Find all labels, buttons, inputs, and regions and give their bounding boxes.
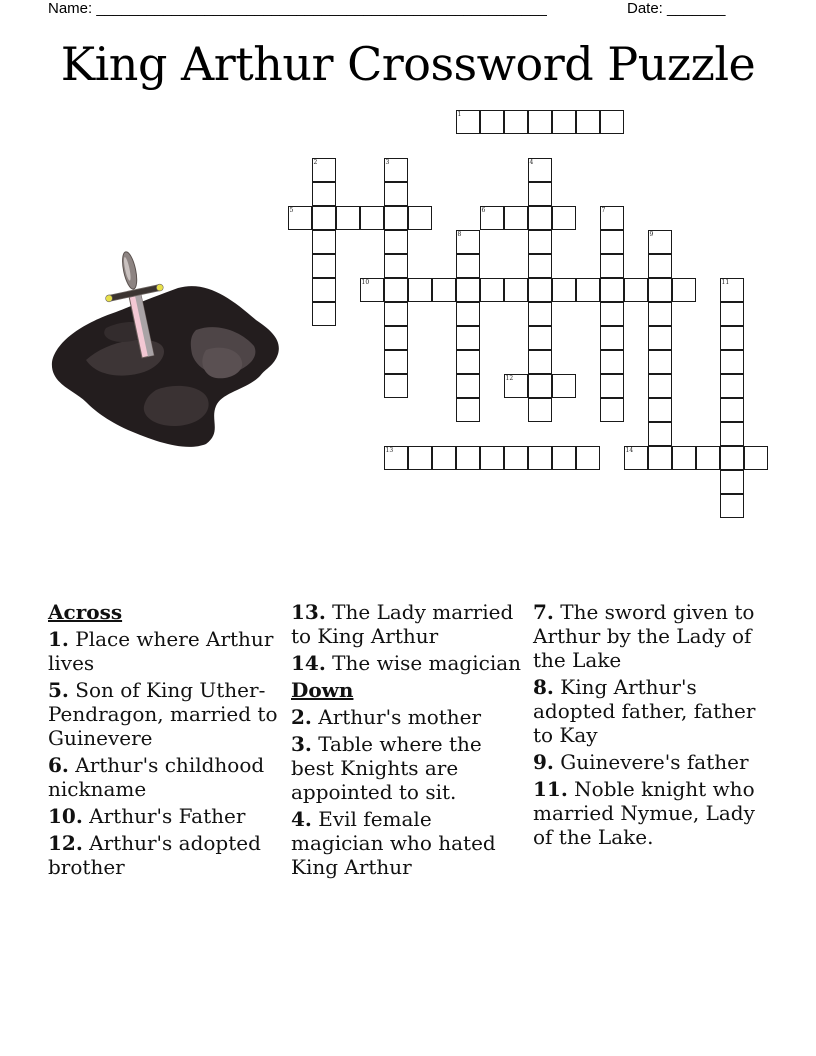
- grid-cell[interactable]: [432, 446, 456, 470]
- grid-cell[interactable]: [408, 206, 432, 230]
- grid-cell[interactable]: [600, 398, 624, 422]
- cell-number: 13: [385, 446, 394, 454]
- grid-cell[interactable]: [480, 278, 504, 302]
- grid-cell[interactable]: [720, 350, 744, 374]
- across-heading: Across: [48, 600, 123, 624]
- clue-number: 14.: [291, 651, 326, 675]
- grid-cell[interactable]: [648, 326, 672, 350]
- grid-cell[interactable]: [720, 374, 744, 398]
- grid-cell[interactable]: [456, 398, 480, 422]
- grid-cell[interactable]: [672, 278, 696, 302]
- grid-cell[interactable]: [552, 110, 576, 134]
- clue-number: 11.: [533, 777, 568, 801]
- clue-down-4: [291, 807, 527, 879]
- cell-number: 7: [601, 206, 606, 214]
- grid-cell[interactable]: [600, 254, 624, 278]
- cell-number: 11: [721, 278, 730, 286]
- sword-in-stone-icon: [46, 250, 284, 450]
- grid-cell[interactable]: [480, 206, 504, 230]
- cell-number: 14: [625, 446, 634, 454]
- grid-cell[interactable]: [504, 278, 528, 302]
- cell-number: 6: [481, 206, 486, 214]
- grid-cell[interactable]: [456, 374, 480, 398]
- grid-cell[interactable]: [456, 230, 480, 254]
- clue-text: Evil female magician who hated King Arthur: [291, 807, 496, 879]
- clue-text: Place where Arthur lives: [48, 627, 274, 675]
- clue-number: 4.: [291, 807, 312, 831]
- clue-across-5: [48, 678, 284, 750]
- clue-down-3: [291, 732, 527, 804]
- clue-across-12: [48, 831, 284, 879]
- grid-cell[interactable]: [384, 350, 408, 374]
- grid-cell[interactable]: [672, 446, 696, 470]
- grid-cell[interactable]: [408, 278, 432, 302]
- clue-across-6: [48, 753, 284, 801]
- clues-column-1: [48, 600, 284, 882]
- clue-text: King Arthur's adopted father, father to Kay: [533, 675, 756, 747]
- grid-cell[interactable]: [480, 110, 504, 134]
- grid-cell[interactable]: [528, 278, 552, 302]
- grid-cell[interactable]: [600, 374, 624, 398]
- clue-text: The wise magician: [332, 651, 522, 675]
- clue-text: Arthur's adopted brother: [48, 831, 261, 879]
- cell-number: 12: [505, 374, 514, 382]
- clue-number: 7.: [533, 600, 554, 624]
- grid-cell[interactable]: [648, 278, 672, 302]
- grid-cell[interactable]: [648, 374, 672, 398]
- grid-cell[interactable]: [552, 206, 576, 230]
- grid-cell[interactable]: [504, 374, 528, 398]
- grid-cell[interactable]: [648, 254, 672, 278]
- grid-cell[interactable]: [312, 158, 336, 182]
- grid-cell[interactable]: [600, 302, 624, 326]
- grid-cell[interactable]: [456, 446, 480, 470]
- clue-text: Noble knight who married Nymue, Lady of the Lake.: [533, 777, 755, 849]
- clue-number: 5.: [48, 678, 69, 702]
- grid-cell[interactable]: [576, 446, 600, 470]
- clues-column-2: [291, 600, 527, 882]
- grid-cell[interactable]: [648, 446, 672, 470]
- grid-cell[interactable]: [384, 206, 408, 230]
- date-field-label: Date: _______: [627, 0, 726, 17]
- grid-cell[interactable]: [504, 446, 528, 470]
- grid-cell[interactable]: [384, 446, 408, 470]
- grid-cell[interactable]: [648, 230, 672, 254]
- grid-cell[interactable]: [360, 206, 384, 230]
- grid-cell[interactable]: [720, 470, 744, 494]
- grid-cell[interactable]: [384, 302, 408, 326]
- cell-number: 2: [313, 158, 318, 166]
- grid-cell[interactable]: [720, 494, 744, 518]
- grid-cell[interactable]: [504, 110, 528, 134]
- grid-cell[interactable]: [312, 302, 336, 326]
- grid-cell[interactable]: [408, 446, 432, 470]
- clue-text: Guinevere's father: [560, 750, 749, 774]
- grid-cell[interactable]: [312, 254, 336, 278]
- grid-cell[interactable]: [312, 278, 336, 302]
- down-heading: Down: [291, 678, 354, 702]
- grid-cell[interactable]: [528, 230, 552, 254]
- cell-number: 1: [457, 110, 462, 118]
- grid-cell[interactable]: [288, 206, 312, 230]
- grid-cell[interactable]: [384, 374, 408, 398]
- grid-cell[interactable]: [456, 350, 480, 374]
- grid-cell[interactable]: [720, 446, 744, 470]
- clue-number: 1.: [48, 627, 69, 651]
- clue-across-13: [291, 600, 527, 648]
- grid-cell[interactable]: [336, 206, 360, 230]
- grid-cell[interactable]: [552, 278, 576, 302]
- cell-number: 8: [457, 230, 462, 238]
- grid-cell[interactable]: [384, 278, 408, 302]
- grid-cell[interactable]: [648, 398, 672, 422]
- grid-cell[interactable]: [744, 446, 768, 470]
- name-field-label: Name: ______________________________________________________: [48, 0, 547, 17]
- grid-cell[interactable]: [600, 278, 624, 302]
- grid-cell[interactable]: [696, 446, 720, 470]
- grid-cell[interactable]: [600, 206, 624, 230]
- grid-cell[interactable]: [456, 326, 480, 350]
- clue-down-8: [533, 675, 773, 747]
- grid-cell[interactable]: [720, 326, 744, 350]
- grid-cell[interactable]: [648, 350, 672, 374]
- grid-cell[interactable]: [528, 158, 552, 182]
- grid-cell[interactable]: [528, 446, 552, 470]
- grid-cell[interactable]: [528, 182, 552, 206]
- grid-cell[interactable]: [576, 110, 600, 134]
- grid-cell[interactable]: [312, 182, 336, 206]
- clue-text: Table where the best Knights are appointed to sit.: [291, 732, 482, 804]
- grid-cell[interactable]: [600, 350, 624, 374]
- clue-text: Arthur's childhood nickname: [48, 753, 265, 801]
- grid-cell[interactable]: [384, 326, 408, 350]
- grid-cell[interactable]: [600, 110, 624, 134]
- grid-cell[interactable]: [600, 230, 624, 254]
- grid-cell[interactable]: [528, 398, 552, 422]
- clue-number: 8.: [533, 675, 554, 699]
- clue-down-11: [533, 777, 773, 849]
- clue-text: The Lady married to King Arthur: [291, 600, 514, 648]
- grid-cell[interactable]: [528, 302, 552, 326]
- clue-number: 12.: [48, 831, 83, 855]
- clue-down-9: [533, 750, 773, 774]
- grid-cell[interactable]: [528, 350, 552, 374]
- cell-number: 3: [385, 158, 390, 166]
- grid-cell[interactable]: [384, 230, 408, 254]
- grid-cell[interactable]: [552, 374, 576, 398]
- grid-cell[interactable]: [624, 446, 648, 470]
- grid-cell[interactable]: [456, 278, 480, 302]
- clue-number: 9.: [533, 750, 554, 774]
- clue-across-1: [48, 627, 284, 675]
- grid-cell[interactable]: [720, 422, 744, 446]
- grid-cell[interactable]: [360, 278, 384, 302]
- grid-cell[interactable]: [576, 278, 600, 302]
- clue-down-2: [291, 705, 527, 729]
- cell-number: 4: [529, 158, 534, 166]
- grid-cell[interactable]: [720, 278, 744, 302]
- grid-cell[interactable]: [456, 254, 480, 278]
- clue-number: 6.: [48, 753, 69, 777]
- page-title: King Arthur Crossword Puzzle: [60, 37, 756, 91]
- clue-number: 3.: [291, 732, 312, 756]
- grid-cell[interactable]: [504, 206, 528, 230]
- clue-text: Arthur's Father: [89, 804, 246, 828]
- grid-cell[interactable]: [624, 278, 648, 302]
- grid-cell[interactable]: [648, 302, 672, 326]
- clue-number: 2.: [291, 705, 312, 729]
- clue-number: 13.: [291, 600, 326, 624]
- clue-across-14: [291, 651, 527, 675]
- grid-cell[interactable]: [384, 158, 408, 182]
- grid-cell[interactable]: [528, 374, 552, 398]
- clues-column-3: [533, 600, 773, 852]
- grid-cell[interactable]: [312, 230, 336, 254]
- clue-text: Arthur's mother: [318, 705, 482, 729]
- clue-text: The sword given to Arthur by the Lady of the Lake: [533, 600, 755, 672]
- grid-cell[interactable]: [648, 422, 672, 446]
- grid-cell[interactable]: [528, 206, 552, 230]
- grid-cell[interactable]: [456, 302, 480, 326]
- grid-cell[interactable]: [384, 254, 408, 278]
- grid-cell[interactable]: [720, 398, 744, 422]
- grid-cell[interactable]: [456, 110, 480, 134]
- grid-cell[interactable]: [528, 326, 552, 350]
- grid-cell[interactable]: [528, 254, 552, 278]
- grid-cell[interactable]: [432, 278, 456, 302]
- grid-cell[interactable]: [552, 446, 576, 470]
- grid-cell[interactable]: [480, 446, 504, 470]
- cell-number: 5: [289, 206, 294, 214]
- cell-number: 10: [361, 278, 370, 286]
- clue-text: Son of King Uther-Pendragon, married to Guinevere: [48, 678, 278, 750]
- grid-cell[interactable]: [312, 206, 336, 230]
- grid-cell[interactable]: [384, 182, 408, 206]
- grid-cell[interactable]: [600, 326, 624, 350]
- cell-number: 9: [649, 230, 654, 238]
- clue-number: 10.: [48, 804, 83, 828]
- clue-across-10: [48, 804, 284, 828]
- grid-cell[interactable]: [720, 302, 744, 326]
- grid-cell[interactable]: [528, 110, 552, 134]
- clue-down-7: [533, 600, 773, 672]
